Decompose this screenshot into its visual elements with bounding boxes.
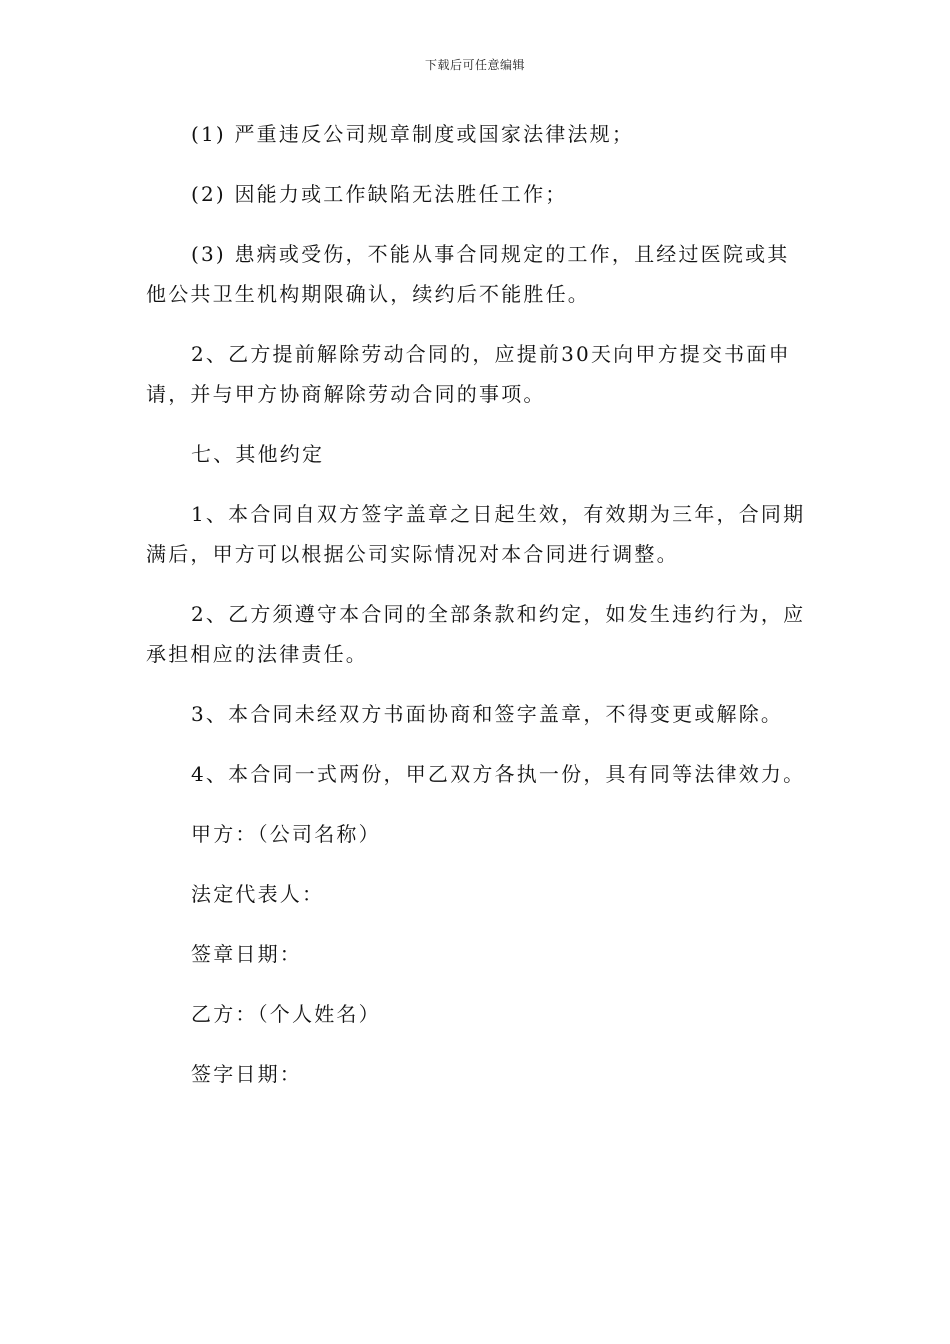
party-a-label: 甲方：（公司名称）	[191, 822, 381, 846]
party-b-label: 乙方：（个人姓名）	[191, 1002, 381, 1026]
clause-item-2: (2) 因能力或工作缺陷无法胜任工作；	[191, 182, 568, 206]
term-compliance: 2、乙方须遵守本合同的全部条款和约定，如发生违约行为，应承担相应的法律责任。	[146, 602, 806, 666]
section-heading-other-terms: 七、其他约定	[191, 442, 325, 466]
term-effective-period: 1、本合同自双方签字盖章之日起生效，有效期为三年，合同期满后，甲方可以根据公司实际情况对本合同进行调整。	[146, 502, 806, 566]
document-body	[146, 114, 806, 1114]
clause-item-3: (3) 患病或受伤，不能从事合同规定的工作，且经过医院或其他公共卫生机构期限确认，续约后不能胜任。	[146, 242, 790, 306]
seal-date-label: 签章日期：	[191, 942, 302, 966]
clause-resignation: 2、乙方提前解除劳动合同的，应提前30天向甲方提交书面申请，并与甲方协商解除劳动合同的事项。	[146, 342, 791, 406]
clause-item-1: (1) 严重违反公司规章制度或国家法律法规；	[191, 122, 635, 146]
legal-representative-label: 法定代表人：	[191, 882, 325, 906]
term-copies: 4、本合同一式两份，甲乙双方各执一份，具有同等法律效力。	[191, 762, 806, 786]
term-modification: 3、本合同未经双方书面协商和签字盖章，不得变更或解除。	[191, 702, 784, 726]
page-header: 下载后可任意编辑	[424, 58, 525, 72]
signature-date-label: 签字日期：	[191, 1062, 302, 1086]
